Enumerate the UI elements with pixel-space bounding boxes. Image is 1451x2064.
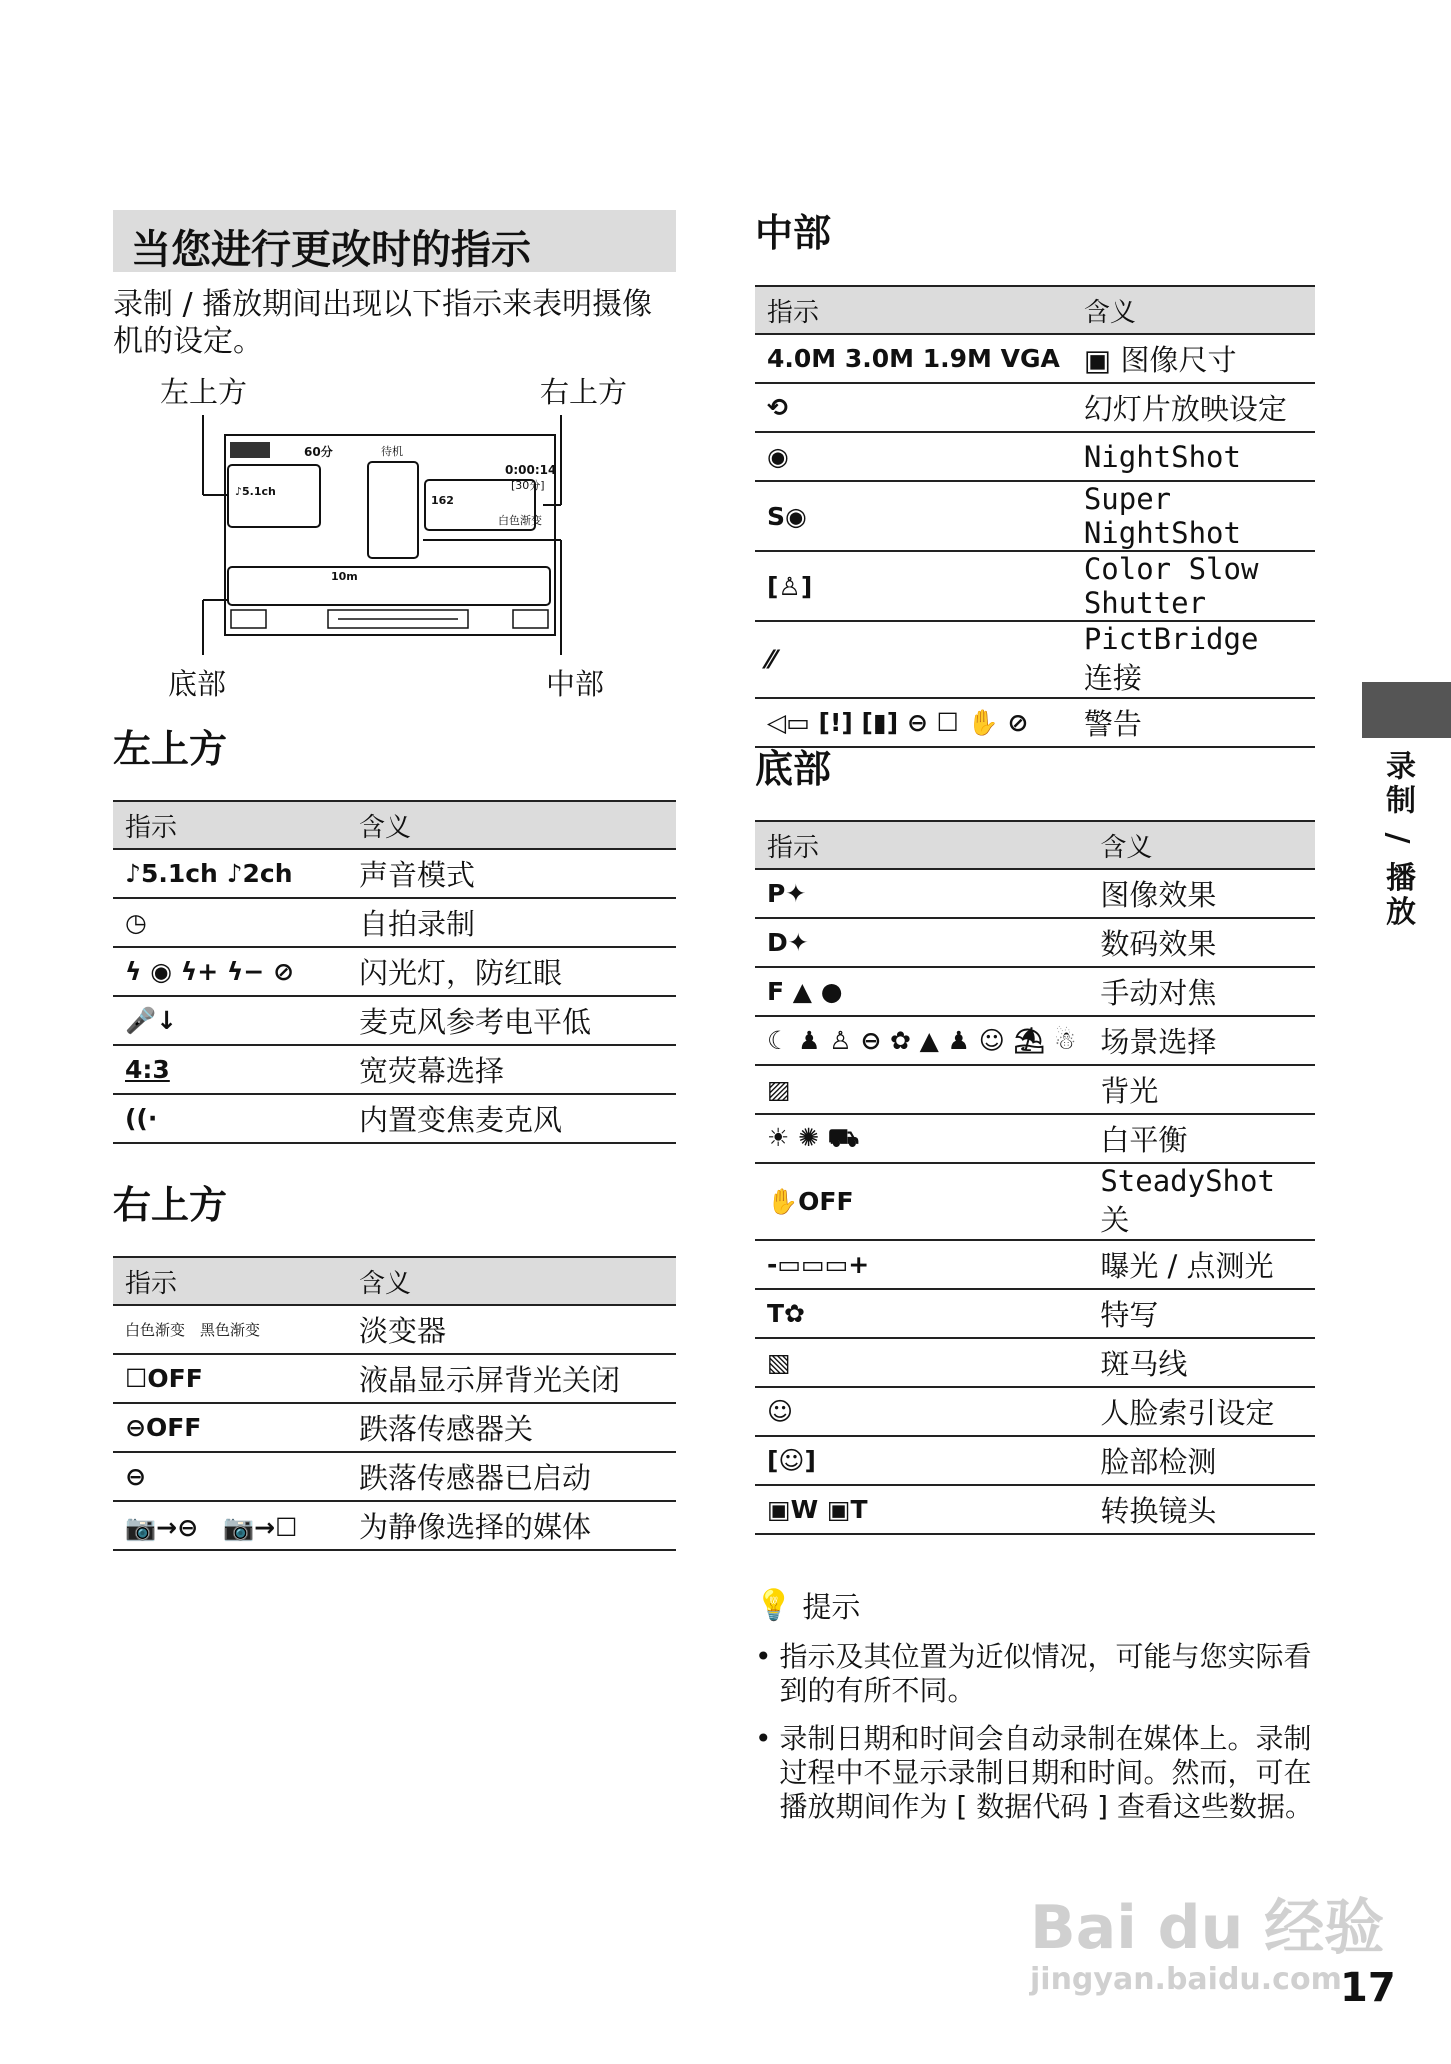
table-row xyxy=(755,918,1315,967)
diagram-label-bottom: 底部 xyxy=(168,667,227,701)
indicator-icon: ϟ ◉ ϟ+ ϟ− ⊘ xyxy=(113,947,347,996)
table-row xyxy=(113,898,676,947)
table-top-left xyxy=(113,800,676,1144)
indicator-meaning: 为静像选择的媒体 xyxy=(347,1501,676,1550)
indicator-icon: ((· xyxy=(113,1094,347,1143)
indicator-icon: 4.0M 3.0M 1.9M VGA xyxy=(755,334,1072,383)
col-indicator: 指示 xyxy=(755,821,1088,869)
indicator-icon: ☾ ♟ ♙ ⊖ ✿ ▲ ♟ ☺ ⛱ ☃ xyxy=(755,1016,1088,1065)
indicator-icon: ☐OFF xyxy=(113,1354,347,1403)
col-meaning: 含义 xyxy=(347,1257,676,1305)
table-row xyxy=(755,1240,1315,1289)
table-row xyxy=(113,1305,676,1354)
section-title: 当您进行更改时的指示 xyxy=(113,210,676,272)
indicator-icon: 白色渐变 黑色渐变 xyxy=(113,1305,347,1354)
indicator-icon: ⊖OFF xyxy=(113,1403,347,1452)
screen-photo-count: 162 xyxy=(431,494,454,507)
table-row xyxy=(755,621,1315,698)
indicator-icon: D✦ xyxy=(755,918,1088,967)
indicator-meaning: 液晶显示屏背光关闭 xyxy=(347,1354,676,1403)
indicator-meaning: SteadyShot 关 xyxy=(1088,1163,1315,1240)
indicator-icon: F ▲ ● xyxy=(755,967,1088,1016)
table-row xyxy=(755,1163,1315,1240)
tip-text: 录制日期和时间会自动录制在媒体上。录制过程中不显示录制日期和时间。然而，可在播放期间作为 [ 数据代码 ] 查看这些数据。 xyxy=(779,1722,1313,1823)
indicator-meaning: 闪光灯，防红眼 xyxy=(347,947,676,996)
indicator-icon: ▣W ▣T xyxy=(755,1485,1088,1534)
table-row xyxy=(113,996,676,1045)
table-row xyxy=(755,1485,1315,1534)
diagram-label-middle: 中部 xyxy=(546,667,605,701)
indicator-icon: T✿ xyxy=(755,1289,1088,1338)
heading-top-right: 右上方 xyxy=(113,1183,228,1227)
screen-battery: 60分 xyxy=(304,445,333,459)
indicator-icon: [☺] xyxy=(755,1436,1088,1485)
indicator-meaning: 特写 xyxy=(1088,1289,1315,1338)
col-meaning: 含义 xyxy=(347,801,676,849)
indicator-icon: ▧ xyxy=(755,1338,1088,1387)
indicator-meaning: 麦克风参考电平低 xyxy=(347,996,676,1045)
table-row xyxy=(755,1065,1315,1114)
indicator-icon: ◁▭ [!] [▮] ⊖ ☐ ✋ ⊘ xyxy=(755,698,1072,747)
indicator-meaning: 手动对焦 xyxy=(1088,967,1315,1016)
col-indicator: 指示 xyxy=(755,286,1072,334)
table-row xyxy=(755,1016,1315,1065)
diagram-label-top-left: 左上方 xyxy=(160,375,248,409)
screen-audio: ♪5.1ch xyxy=(235,485,276,498)
indicator-meaning: 图像效果 xyxy=(1088,869,1315,918)
table-row xyxy=(755,383,1315,432)
table-row xyxy=(755,1338,1315,1387)
indicator-meaning: Super NightShot xyxy=(1072,481,1315,551)
diagram-label-top-right: 右上方 xyxy=(540,375,628,409)
table-row xyxy=(755,1114,1315,1163)
col-meaning: 含义 xyxy=(1088,821,1315,869)
page-number: 17 xyxy=(1340,1965,1396,2011)
indicator-icon: ☺ xyxy=(755,1387,1088,1436)
heading-bottom: 底部 xyxy=(755,747,832,791)
indicator-icon: 📷→⊖ 📷→☐ xyxy=(113,1501,347,1550)
table-middle xyxy=(755,285,1315,748)
screen-fader: 白色渐变 xyxy=(498,514,542,527)
table-row xyxy=(755,1289,1315,1338)
indicator-icon: ⁄⁄ xyxy=(755,621,1072,698)
side-tab-label: 录制 / 播放 xyxy=(1380,750,1415,930)
indicator-icon: S◉ xyxy=(755,481,1072,551)
table-row xyxy=(755,1387,1315,1436)
indicator-icon: ◉ xyxy=(755,432,1072,481)
heading-top-left: 左上方 xyxy=(113,727,228,771)
bullet-icon: • xyxy=(755,1722,772,1755)
indicator-meaning: 场景选择 xyxy=(1088,1016,1315,1065)
indicator-meaning: ▣ 图像尺寸 xyxy=(1072,334,1315,383)
indicator-meaning: 跌落传感器已启动 xyxy=(347,1452,676,1501)
table-row xyxy=(113,1094,676,1143)
col-indicator: 指示 xyxy=(113,1257,347,1305)
table-row xyxy=(113,947,676,996)
indicator-meaning: 背光 xyxy=(1088,1065,1315,1114)
table-row xyxy=(113,1501,676,1550)
side-tab-marker xyxy=(1362,682,1451,738)
indicator-meaning: Color Slow Shutter xyxy=(1072,551,1315,621)
indicator-meaning: 人脸索引设定 xyxy=(1088,1387,1315,1436)
lightbulb-icon: 💡 xyxy=(755,1588,793,1623)
table-bottom xyxy=(755,820,1315,1535)
watermark-url: jingyan.baidu.com xyxy=(1030,1962,1342,1997)
table-row xyxy=(755,698,1315,747)
table-row xyxy=(113,1354,676,1403)
table-row xyxy=(755,869,1315,918)
screen-time: 0:00:14 xyxy=(505,463,557,477)
indicator-meaning: 转换镜头 xyxy=(1088,1485,1315,1534)
heading-middle: 中部 xyxy=(755,211,832,255)
indicator-meaning: 白平衡 xyxy=(1088,1114,1315,1163)
indicator-meaning: 淡变器 xyxy=(347,1305,676,1354)
tips-title: 提示 xyxy=(802,1590,861,1624)
tips-box xyxy=(755,1585,1315,1824)
indicator-meaning: 自拍录制 xyxy=(347,898,676,947)
indicator-icon: ☀ ✺ ⛟ xyxy=(755,1114,1088,1163)
table-row xyxy=(113,1452,676,1501)
table-row xyxy=(755,432,1315,481)
indicator-meaning: 斑马线 xyxy=(1088,1338,1315,1387)
indicator-icon: ✋OFF xyxy=(755,1163,1088,1240)
indicator-meaning: 内置变焦麦克风 xyxy=(347,1094,676,1143)
tip-item xyxy=(755,1722,1315,1824)
diagram-lines xyxy=(113,370,673,700)
watermark-brand: Bai du 经验 xyxy=(1030,1893,1385,1963)
screen-distance: 10m xyxy=(331,570,358,583)
col-meaning: 含义 xyxy=(1072,286,1315,334)
table-row xyxy=(113,1403,676,1452)
indicator-meaning: PictBridge 连接 xyxy=(1072,621,1315,698)
indicator-icon: P✦ xyxy=(755,869,1088,918)
indicator-meaning: 声音模式 xyxy=(347,849,676,898)
tip-item xyxy=(755,1640,1315,1708)
intro-text: 录制 / 播放期间出现以下指示来表明摄像机的设定。 xyxy=(113,287,653,359)
indicator-meaning: 警告 xyxy=(1072,698,1315,747)
screen-timecount: [30分] xyxy=(511,479,545,492)
indicator-icon: ♪5.1ch ♪2ch xyxy=(113,849,347,898)
screen-standby: 待机 xyxy=(381,445,403,458)
indicator-icon: 4:3 xyxy=(113,1045,347,1094)
indicator-icon: ⊖ xyxy=(113,1452,347,1501)
indicator-meaning: 幻灯片放映设定 xyxy=(1072,383,1315,432)
table-row xyxy=(113,1045,676,1094)
indicator-meaning: 数码效果 xyxy=(1088,918,1315,967)
table-row xyxy=(755,551,1315,621)
table-row xyxy=(755,481,1315,551)
tips-header xyxy=(755,1585,1315,1626)
indicator-icon: 🎤↓ xyxy=(113,996,347,1045)
indicator-icon: ⟲ xyxy=(755,383,1072,432)
indicator-meaning: 曝光 / 点测光 xyxy=(1088,1240,1315,1289)
indicator-icon: -▭▭▭+ xyxy=(755,1240,1088,1289)
table-row xyxy=(755,1436,1315,1485)
table-row xyxy=(755,967,1315,1016)
indicator-meaning: 跌落传感器关 xyxy=(347,1403,676,1452)
indicator-meaning: 宽荧幕选择 xyxy=(347,1045,676,1094)
bullet-icon: • xyxy=(755,1640,772,1673)
tip-text: 指示及其位置为近似情况，可能与您实际看到的有所不同。 xyxy=(779,1640,1312,1707)
indicator-icon: [♙] xyxy=(755,551,1072,621)
indicator-meaning: 脸部检测 xyxy=(1088,1436,1315,1485)
table-row xyxy=(755,334,1315,383)
screen-diagram xyxy=(113,370,673,700)
indicator-meaning: NightShot xyxy=(1072,432,1315,481)
indicator-icon: ◷ xyxy=(113,898,347,947)
indicator-icon: ▨ xyxy=(755,1065,1088,1114)
table-row xyxy=(113,849,676,898)
table-top-right xyxy=(113,1256,676,1551)
col-indicator: 指示 xyxy=(113,801,347,849)
